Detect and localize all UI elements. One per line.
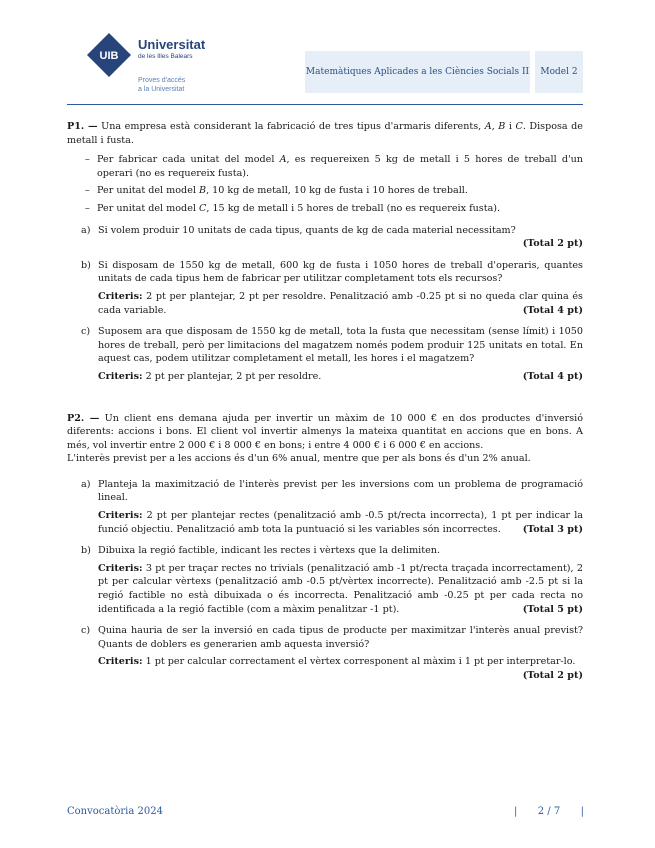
subject-header: Matemàtiques Aplicades a les Ciències Socials II xyxy=(305,51,530,93)
list-item: – Per fabricar cada unitat del model A, es requereixen 5 kg de metall i 5 hores de treball d'un operari (no es requereix fusta). xyxy=(85,153,583,180)
part-text: Quina hauria de ser la inversió en cada tipus de producte per maximitzar l'interès anual previst? Quants de doblers es generarien amb aquesta inversió? xyxy=(98,625,583,650)
footer-separator: | xyxy=(514,806,518,817)
part-label: b) xyxy=(81,259,91,271)
p2-number: P2. — xyxy=(67,412,100,424)
part-total: (Total 2 pt) xyxy=(522,670,583,681)
p1-var-a: A xyxy=(484,121,492,132)
part-label: a) xyxy=(81,478,91,490)
footer-pagination xyxy=(514,806,584,817)
logo-tagline-line1: Proves d'accés xyxy=(138,77,186,84)
part-text: Suposem ara que disposam de 1550 kg de metall, tota la fusta que necessitam (sense límit) i 1050 hores de treball, però per limitacions del magatzem només podem produir 125 unitats en total. En aquest cas, podem utilitzar completament el metall, les hores i el magatzem? xyxy=(98,326,583,365)
p1-var-c: C xyxy=(515,121,523,132)
p1-conj: i xyxy=(508,121,512,132)
logo-mark: UIB xyxy=(99,50,119,62)
p1-bullets xyxy=(67,153,583,215)
part-label: c) xyxy=(81,625,91,637)
criteria-text: 2 pt per plantejar, 2 pt per resoldre. xyxy=(145,370,322,382)
part-label: c) xyxy=(81,326,91,338)
model-header: Model 2 xyxy=(535,51,583,93)
part-label: a) xyxy=(81,224,91,236)
p2-part-a xyxy=(67,478,583,536)
logo-title: Universitat xyxy=(138,37,206,52)
criteria xyxy=(98,370,583,384)
uib-diamond-icon xyxy=(86,32,132,78)
part-text: Planteja la maximització de l'interès previst per les inversions com un problema de programació lineal. xyxy=(98,478,583,504)
p1-part-c xyxy=(67,325,583,383)
p1-intro-b: . Disposa de metall i fusta. xyxy=(67,121,583,146)
criteria-label: Criteris: xyxy=(98,510,143,522)
footer-separator: | xyxy=(580,806,584,817)
part-text: Si volem produir 10 unitats de cada tipus, quants de kg de cada material necessitam? xyxy=(98,224,516,236)
criteria-label: Criteris: xyxy=(98,656,143,668)
logo-subtitle: de les Illes Balears xyxy=(138,53,193,60)
part-total: (Total 4 pt) xyxy=(522,370,583,382)
part-total: (Total 3 pt) xyxy=(522,523,583,535)
criteria-text: 2 pt per plantejar rectes (penalització amb -0.5 pt/recta incorrecta), 1 pt per indicar la funció objectiu. Penalització amb tota la puntuació si les variables són incorrectes. xyxy=(98,510,583,535)
part-text: Dibuixa la regió factible, indicant les rectes i vèrtexs que la delimiten. xyxy=(98,545,440,557)
p2-intro-2: L'interès previst per a les accions és d'un 6% anual, mentre que per als bons és d'un 2% anual. xyxy=(67,453,531,465)
criteria xyxy=(98,509,583,536)
page-number: 2 / 7 xyxy=(537,806,561,817)
footer-session: Convocatòria 2024 xyxy=(67,806,163,817)
part-total: (Total 5 pt) xyxy=(522,603,583,615)
p2-intro xyxy=(67,412,583,453)
list-item: – Per unitat del model B, 10 kg de metall, 10 kg de fusta i 10 hores de treball. xyxy=(85,184,583,198)
part-text: Si disposam de 1550 kg de metall, 600 kg de fusta i 1050 hores de treball d'operaris, quantes unitats de cada tipus hem de fabricar per utilitzar completament tots els recursos? xyxy=(98,259,583,285)
p1-var-b: B xyxy=(498,121,506,132)
criteria-text: 3 pt per traçar rectes no trivials (penalització amb -1 pt/recta traçada incorrectament), 2 pt per calcular vèrtexs (penalització amb -0.5 pt/vèrtex incorrecte). Penalització amb -2.5 pt si la regió factible no està dibuixada o és incorrecta. Penalització amb -0.25 pt per cada recta no identificada a la regió factible (com a màxim penalitzar -1 pt). xyxy=(98,562,583,615)
p2-part-b xyxy=(67,544,583,616)
criteria-text: 1 pt per calcular correctament el vèrtex corresponent al màxim i 1 pt per interpretar-lo. xyxy=(145,656,576,668)
p1-intro-a: Una empresa està considerant la fabricació de tres tipus d'armaris diferents, xyxy=(101,121,482,132)
criteria-label: Criteris: xyxy=(98,370,143,382)
criteria-label: Criteris: xyxy=(98,290,143,302)
p1-intro xyxy=(67,120,583,147)
part-label: b) xyxy=(81,545,91,557)
p1-part-a xyxy=(67,224,583,251)
university-logo xyxy=(86,32,226,100)
criteria-text: 2 pt per plantejar, 2 pt per resoldre. Penalització amb -0.25 pt si no queda clar quina és cada variable. xyxy=(98,290,583,316)
logo-tagline-line2: a la Universitat xyxy=(138,86,185,93)
criteria-label: Criteris: xyxy=(98,562,143,574)
logo-tagline xyxy=(138,76,218,94)
list-item: – Per unitat del model C, 15 kg de metall i 5 hores de treball (no es requereix fusta). xyxy=(85,202,583,216)
part-total: (Total 2 pt) xyxy=(522,238,583,250)
criteria xyxy=(98,290,583,317)
p1-comma: , xyxy=(491,121,495,132)
exam-content xyxy=(67,120,583,683)
p1-number: P1. — xyxy=(67,121,98,132)
part-total: (Total 4 pt) xyxy=(522,304,583,316)
header-divider xyxy=(67,104,583,105)
criteria xyxy=(98,655,583,682)
criteria xyxy=(98,562,583,616)
p1-part-b xyxy=(67,259,583,317)
p2-part-c xyxy=(67,624,583,682)
p2-intro-text: Un client ens demana ajuda per invertir un màxim de 10 000 € en dos productes d'inversió diferents: accions i bons. El client vol invertir almenys la mateixa quantitat en accions que en bons. A més, vol invertir entre 2 000 € i 8 000 € en bons; i entre 4 000 € i 6 000 € en accions. xyxy=(67,412,583,451)
